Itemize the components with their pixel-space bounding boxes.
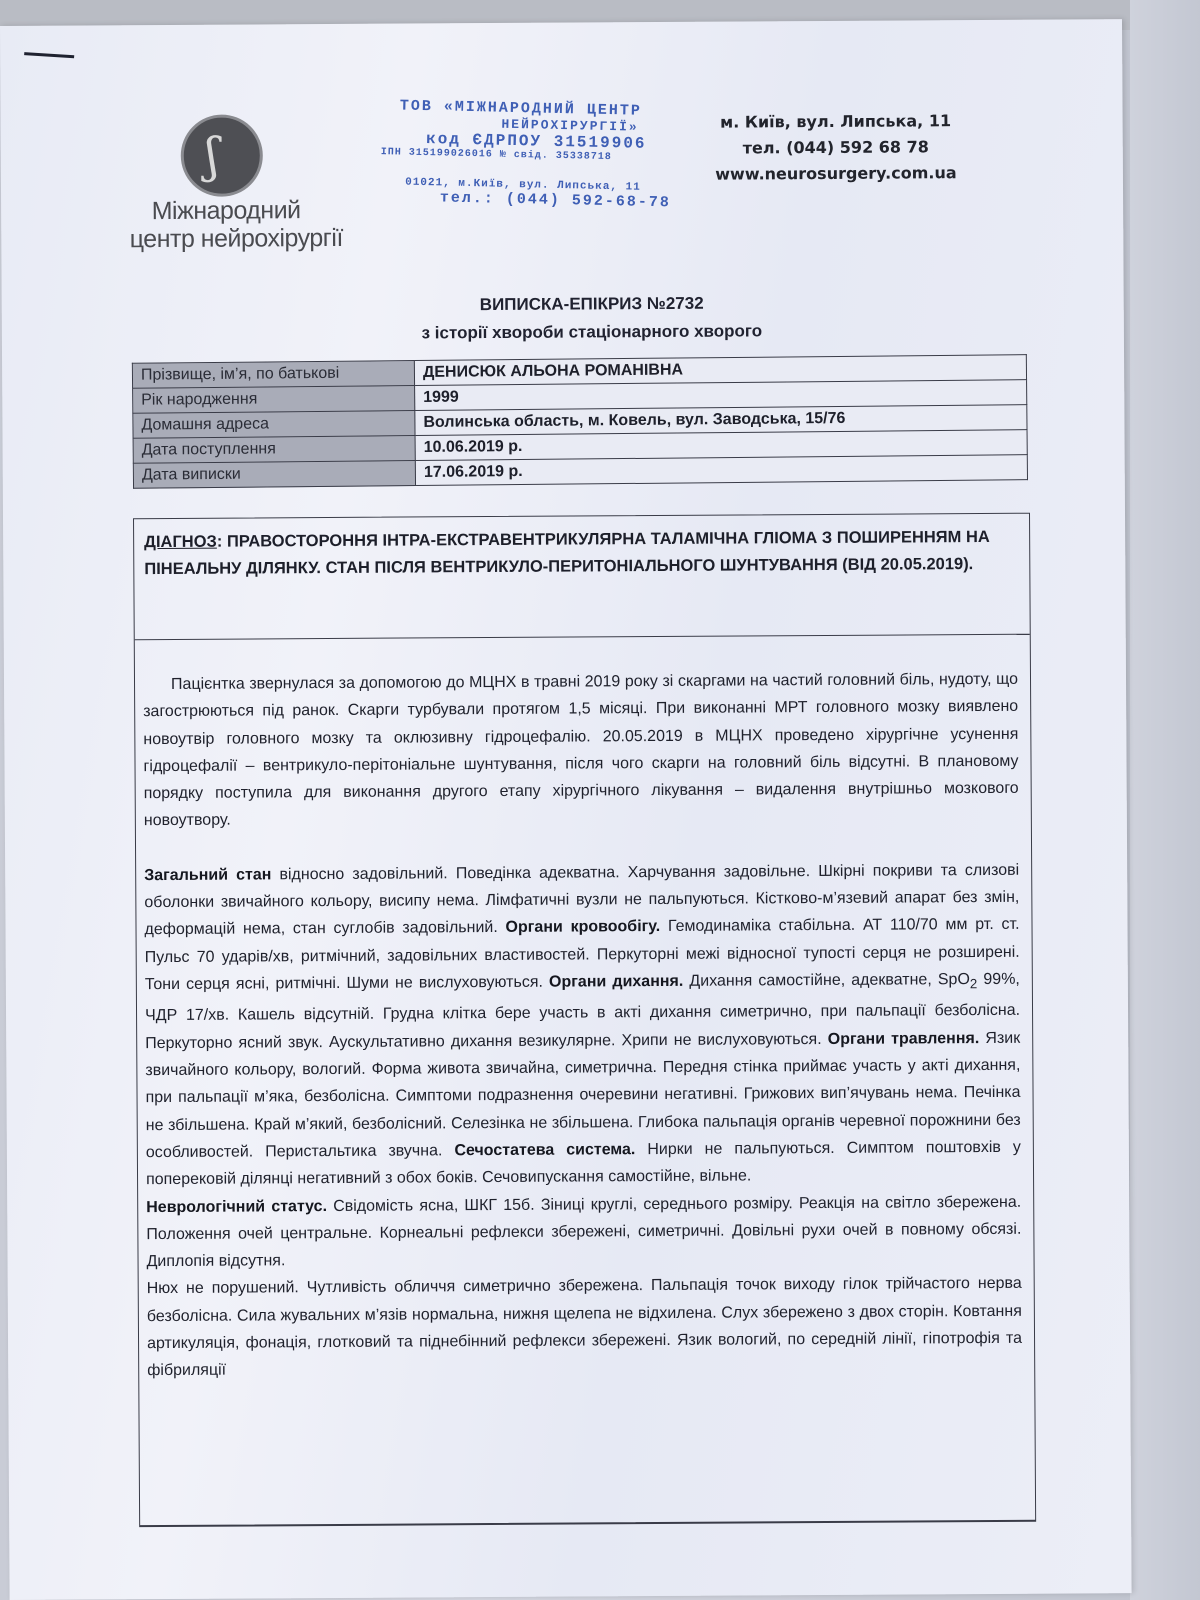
subscript: 2: [969, 976, 978, 992]
section-text: Гемодинаміка стабільна. АТ 110/70 мм рт. ст. Пульс 70 ударів/хв, ритмічний, задовільних властивостей. Перкуторні межі відносної тупості серця не розширені. Тони серця ясні, ритмічні. Шуми не вислуховуються.: [144, 916, 1020, 994]
document-title-block: [262, 288, 922, 348]
stamp-line: 01021, м.Київ, вул. Липська, 11: [405, 176, 641, 194]
document-title: ВИПИСКА-ЕПІКРИЗ №2732: [479, 293, 704, 315]
section-text: Дихання самостійне, адекватне, SpO: [683, 971, 970, 990]
stamp-line: ТОВ «МІЖНАРОДНИЙ ЦЕНТР: [399, 97, 642, 120]
diagnosis-section: [134, 514, 1030, 640]
document-page: [0, 19, 1132, 1600]
neuro-status-paragraph: [138, 1188, 1033, 1275]
section-text: Свідомість ясна, ШКГ 15б. Зіниці круглі, середнього розміру. Реакція на світло збережена. Положення очей центральне. Корнеальні рефлекси збережені, симетричні. Довільні рухи очей в повному обсязі. Диплопія відсутня.: [146, 1193, 1022, 1271]
clinic-address: м. Київ, вул. Липська, 11: [720, 111, 952, 132]
row-label: Домашня адреса: [133, 411, 415, 439]
section-text: Нирки не пальпуються. Симптом поштовхів у поперековій ділянці негативний з обох боків. Сечовипускання самостійне, вільне.: [145, 1138, 1021, 1189]
stamp-line: НЕЙРОХІРУРГІЇ»: [501, 116, 639, 135]
section-label: Загальний стан: [144, 866, 272, 884]
clinic-logo: [120, 84, 371, 266]
section-label: Неврологічний статус.: [146, 1197, 328, 1216]
diagnosis-text: : ПРАВОСТОРОННЯ ІНТРА-ЕКСТРАВЕНТРИКУЛЯРНА ТАЛАМІЧНА ГЛІОМА З ПОШИРЕННЯМ НА ПІНЕАЛЬНУ ДІЛЯНКУ. СТАН ПІСЛЯ ВЕНТРИКУЛО-ПЕРИТОНІАЛЬНОГО ШУНТУВАННЯ (ВІД 20.05.2019).: [144, 527, 990, 579]
brain-spiral-logo-icon: ʃ: [181, 114, 263, 196]
section-label: Сечостатева система.: [454, 1141, 636, 1160]
home-address: Волинська область, м. Ковель, вул. Заводська, 15/76: [415, 405, 1027, 436]
section-text: Язик звичайного кольору, вологий. Форма живота звичайна, симетрична. Передня стінка приймає участь у акті дихання, при пальпації м’яка, безболісна. Симптоми подразнення очеревини негативні. Грижових вип’ячувань нема. Печінка не збільшена. Край м’який, безболісний. Селезінка не збільшена. Глибока пальпація органів черевної порожнини без особливостей. Перистальтика звучна.: [145, 1029, 1021, 1162]
discharge-date: 17.06.2019 р.: [415, 455, 1027, 486]
company-stamp: [380, 97, 712, 212]
stamp-line: код ЄДРПОУ 31519906: [425, 130, 647, 153]
epicrisis-box: [133, 513, 1036, 1527]
anamnesis-paragraph: Пацієнтка звернулася за допомогою до МЦНХ в травні 2019 року зі скаргами на частий головний біль, нудоту, що загострюються під ранок. Скарги турбували протягом 1,5 місяці. При виконанні МРТ головного мозку виявлено новоутвір головного мозку та оклюзивну гідроцефалію. 20.05.2019 в МЦНХ проведено хірургічне усунення гідроцефалії – вентрикуло-перітоніальне шунтування, після чого скарги на головний біль відсутні. В плановому порядку поступила для виконання другого етапу хірургічного лікування – видалення внутрішньо мозкового новоутвору.: [143, 670, 1019, 830]
logo-name-line2: центр нейрохірургії: [129, 223, 343, 254]
clinic-contacts: [701, 108, 971, 188]
row-label: Дата виписки: [133, 461, 415, 489]
admission-date: 10.06.2019 р.: [415, 430, 1027, 461]
logo-name-line1: Міжнародний: [151, 196, 301, 226]
section-label: Органи травлення.: [827, 1029, 980, 1048]
birth-year: 1999: [415, 380, 1027, 411]
clinic-phone: тел. (044) 592 68 78: [742, 137, 929, 158]
diagnosis-paragraph: [134, 514, 1029, 583]
diagnosis-label: ДІАГНОЗ: [144, 532, 217, 552]
patient-info-table: [132, 354, 1028, 489]
section-text: відносно задовільний. Поведінка адекватна. Харчування задовільне. Шкірні покриви та слизові оболонки звичайного кольору, висипу нема. Лімфатичні вузли не пальпуються. Кістково-м’язевий апарат без змін, деформацій нема, стан суглобів задовільний.: [144, 861, 1020, 939]
clinic-website: www.neurosurgery.com.ua: [715, 163, 957, 184]
row-label: Дата поступлення: [133, 436, 415, 464]
background-right: [1130, 0, 1200, 1600]
clinical-content: [135, 636, 1035, 1385]
section-label: Органи кровообігу.: [505, 918, 661, 937]
patient-name: ДЕНИСЮК АЛЬОНА РОМАНІВНА: [414, 355, 1026, 386]
document-subtitle: з історії хвороби стаціонарного хворого: [421, 321, 763, 343]
section-label: Органи дихання.: [548, 972, 684, 991]
objective-status-paragraph: [136, 856, 1033, 1193]
cranial-nerves-paragraph: Нюх не порушений. Чутливість обличчя симетрично збережена. Пальпація точок виходу гілок трійчастого нерва безболісна. Сила жувальних м’язів нормальна, нижня щелепа не відхилена. Слух збережено з двох сторін. Ковтання артикуляція, фонація, глотковий та піднебінний рефлекси збережені. Язик вологий, по середній лінії, гіпотрофія та фібриляції: [146, 1275, 1023, 1380]
stamp-line: ІПН 315199026016 № свід. 35338718: [380, 147, 612, 164]
row-label: Прізвище, ім’я, по батькові: [132, 361, 414, 389]
row-label: Рік народження: [133, 386, 415, 414]
stamp-line: тел.: (044) 592-68-78: [439, 189, 671, 212]
section-text: 99%, ЧДР 17/хв. Кашель відсутній. Грудна клітка бере участь в акті дихання симетрично, при пальпації безболісна. Перкуторно ясний звук. Аускультативно дихання везикулярне. Хрипи не вислуховуються.: [144, 970, 1021, 1052]
pen-mark: [24, 52, 74, 58]
